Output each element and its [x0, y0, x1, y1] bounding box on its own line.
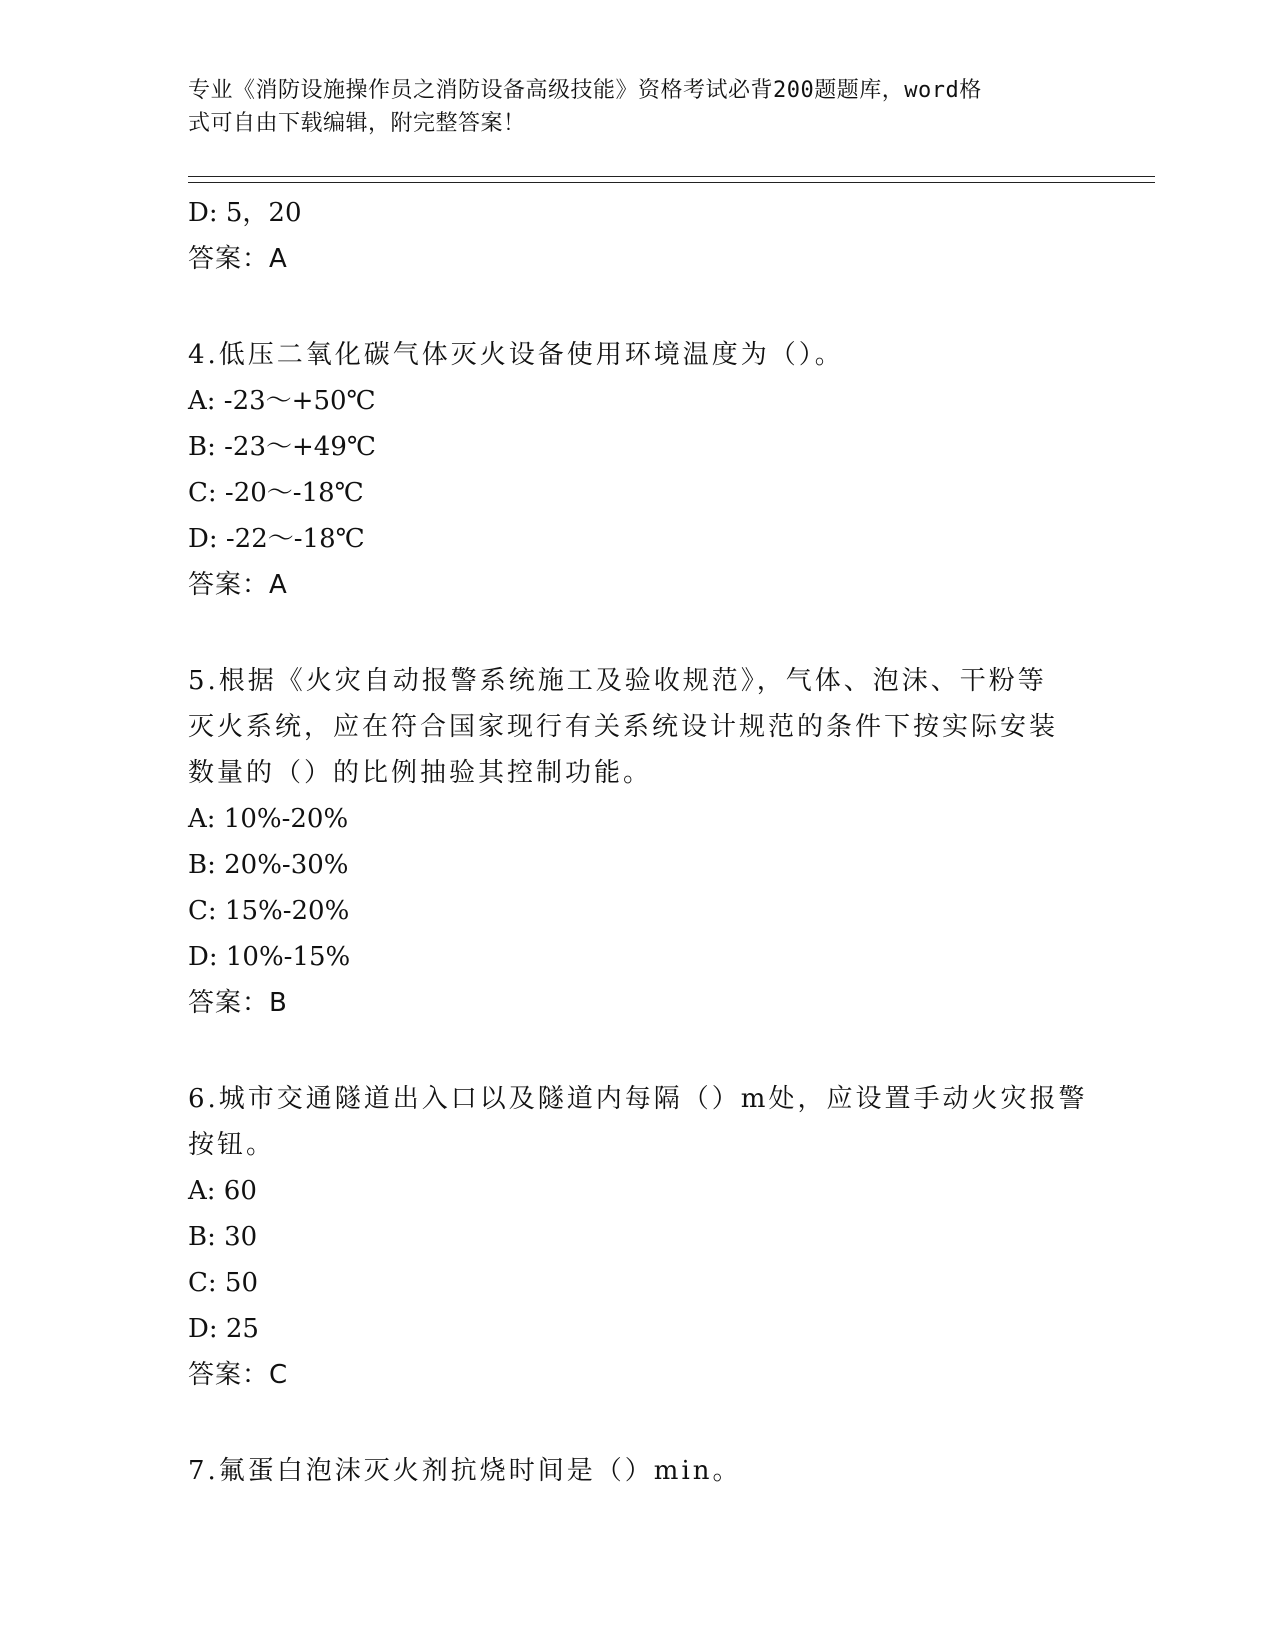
- question-5-stem-line-2: 灭火系统，应在符合国家现行有关系统设计规范的条件下按实际安装: [188, 712, 1059, 742]
- question-4-stem: 4.低压二氧化碳气体灭火设备使用环境温度为（）。: [188, 340, 844, 370]
- question-6-option-c: C: 50: [188, 1268, 259, 1298]
- question-block-4: [188, 332, 1088, 608]
- question-5-option-a: A: 10%-20%: [188, 804, 349, 834]
- document-body: [188, 190, 1088, 1494]
- spacer: [188, 1026, 1088, 1076]
- document-header: [188, 74, 1068, 140]
- question-6-answer: 答案：C: [188, 1360, 289, 1390]
- prev-question-answer: 答案：A: [188, 244, 288, 274]
- question-5-option-c: C: 15%-20%: [188, 896, 350, 926]
- question-block-6: [188, 1076, 1088, 1398]
- header-rule-top: [188, 176, 1155, 177]
- header-rule-bottom: [188, 182, 1155, 183]
- question-5-stem-line-1: 5.根据《火灾自动报警系统施工及验收规范》，气体、泡沫、干粉等: [188, 666, 1047, 696]
- header-title-line-2: 式可自由下载编辑，附完整答案！: [188, 111, 526, 136]
- question-6-stem-line-2: 按钮。: [188, 1130, 276, 1160]
- question-7-stem: 7.氟蛋白泡沫灭火剂抗烧时间是（）min。: [188, 1456, 742, 1486]
- question-6-option-a: A: 60: [188, 1176, 257, 1206]
- prev-question-option-d: D: 5，20: [188, 198, 302, 228]
- spacer: [188, 608, 1088, 658]
- question-6-option-b: B: 30: [188, 1222, 258, 1252]
- question-4-option-c: C: -20～-18℃: [188, 478, 364, 508]
- question-4-answer: 答案：A: [188, 570, 288, 600]
- spacer: [188, 1398, 1088, 1448]
- question-5-answer: 答案：B: [188, 988, 288, 1018]
- question-4-option-d: D: -22～-18℃: [188, 524, 365, 554]
- question-5-stem-line-3: 数量的（）的比例抽验其控制功能。: [188, 758, 653, 788]
- question-4-option-a: A: -23～+50℃: [188, 386, 376, 416]
- question-block-5: [188, 658, 1088, 1026]
- header-title-line-1: 专业《消防设施操作员之消防设备高级技能》资格考试必背200题题库，word格: [188, 78, 982, 103]
- question-4-option-b: B: -23～+49℃: [188, 432, 376, 462]
- question-5-option-b: B: 20%-30%: [188, 850, 349, 880]
- question-6-option-d: D: 25: [188, 1314, 259, 1344]
- question-6-stem-line-1: 6.城市交通隧道出入口以及隧道内每隔（）m处，应设置手动火灾报警: [188, 1084, 1088, 1114]
- question-5-option-d: D: 10%-15%: [188, 942, 351, 972]
- spacer: [188, 282, 1088, 332]
- question-block-7: [188, 1448, 1088, 1494]
